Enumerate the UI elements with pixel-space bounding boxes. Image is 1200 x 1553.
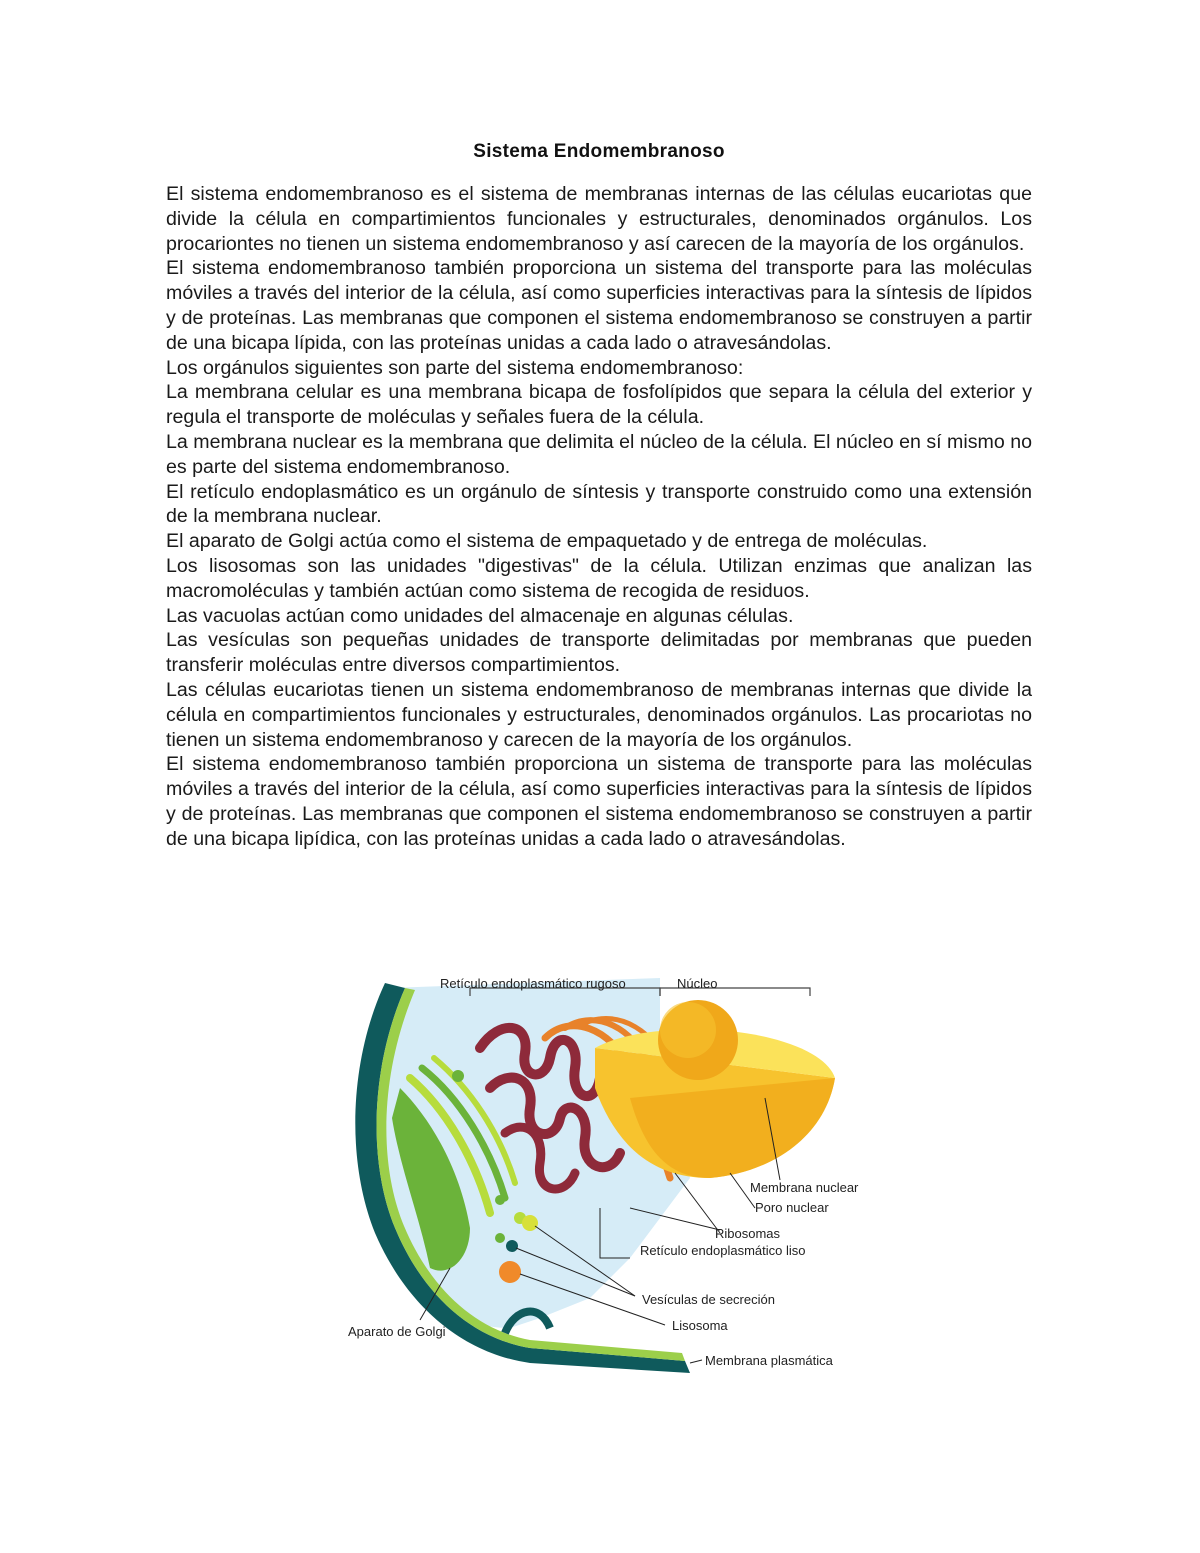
page-title: Sistema Endomembranoso (473, 141, 725, 162)
paragraph: El sistema endomembranoso también proporciona un sistema de transporte para las moléculas móviles a través del interior de la célula, así como superficies interactivas para la síntesis de lípidos y de proteínas. Las membranas que componen el sistema endomembranoso se construyen a partir de una bicapa lipídica, con las proteínas unidas a cada lado o atravesándolas. (166, 753, 1032, 850)
paragraph: Las células eucariotas tienen un sistema endomembranoso de membranas internas que divide la célula en compartimientos funcionales y estructurales, denominados orgánulos. Las procariotas no tienen un sistema endomembranoso y carecen de la mayoría de los orgánulos. (166, 678, 1032, 751)
paragraph: El aparato de Golgi actúa como el sistema de empaquetado y de entrega de moléculas. (166, 530, 928, 553)
label-rer: Retículo endoplasmático rugoso (440, 976, 626, 991)
paragraph: La membrana nuclear es la membrana que delimita el núcleo de la célula. El núcleo en sí mismo no es parte del sistema endomembranoso. (166, 430, 1032, 478)
label-nuclear-membrane: Membrana nuclear (750, 1180, 859, 1195)
paragraph: Las vesículas son pequeñas unidades de transporte delimitadas por membranas que pueden transferir moléculas entre diversos compartimientos. (166, 629, 1032, 677)
label-nuclear-pore: Poro nuclear (755, 1200, 829, 1215)
paragraph: Los lisosomas son las unidades "digestivas" de la célula. Utilizan enzimas que analizan las macromoléculas y también actúan como sistema de recogida de residuos. (166, 554, 1032, 602)
label-ribosomes: Ribosomas (715, 1226, 781, 1241)
paragraph: La membrana celular es una membrana bicapa de fosfolípidos que separa la célula del exterior y regula el transporte de moléculas y señales fuera de la célula. (166, 381, 1032, 429)
label-plasma-membrane: Membrana plasmática (705, 1353, 833, 1368)
cell-diagram-svg (330, 968, 890, 1378)
label-lysosome: Lisosoma (672, 1318, 728, 1333)
body-text (166, 182, 1032, 852)
vesicle-teal (506, 1240, 518, 1252)
paragraph: Los orgánulos siguientes son parte del sistema endomembranoso: (166, 356, 744, 379)
cell-diagram (330, 968, 890, 1378)
label-secretory-vesicles: Vesículas de secreción (642, 1292, 775, 1307)
paragraph: El sistema endomembranoso es el sistema de membranas internas de las células eucariotas que divide la célula en compartimientos funcionales y estructurales, denominados orgánulos. Los procariontes no tienen un sistema endomembranoso y así carecen de la mayoría de los orgánulos. (166, 183, 1032, 255)
label-nucleus: Núcleo (677, 976, 718, 991)
vesicle-yellow (522, 1215, 538, 1231)
lysosome-shape (499, 1261, 521, 1283)
vesicle-green (495, 1195, 505, 1205)
paragraph: El sistema endomembranoso también proporciona un sistema del transporte para las moléculas móviles a través del interior de la célula, así como superficies interactivas para la síntesis de lípidos y de proteínas. Las membranas que componen el sistema endomembranoso se construyen a partir de una bicapa lípida, con las proteínas unidas a cada lado o atravesándolas. (166, 257, 1032, 354)
label-ser: Retículo endoplasmático liso (640, 1243, 806, 1258)
label-golgi: Aparato de Golgi (348, 1324, 446, 1339)
paragraph: El retículo endoplasmático es un orgánulo de síntesis y transporte construido como una extensión de la membrana nuclear. (166, 480, 1032, 528)
paragraph: Las vacuolas actúan como unidades del almacenaje en algunas células. (166, 604, 794, 627)
